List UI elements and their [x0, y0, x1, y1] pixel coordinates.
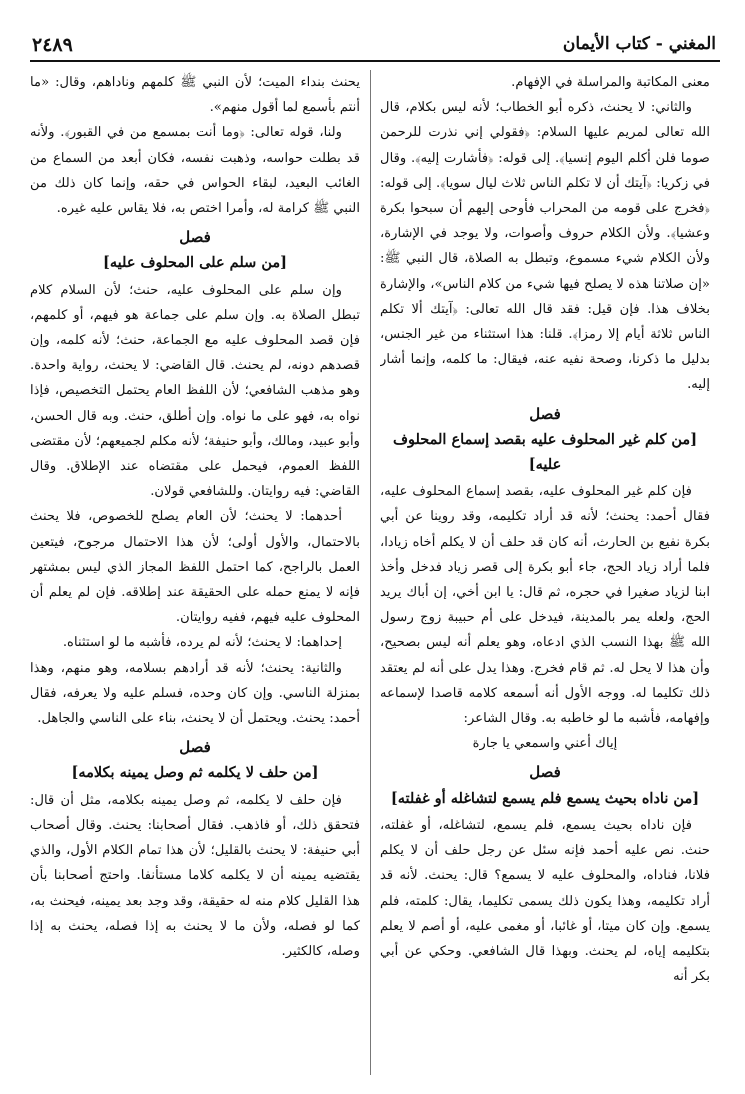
paragraph: والثاني: لا يحنث، ذكره أبو الخطاب؛ لأنه ليس بكلام، قال الله تعالى لمريم عليها السلام: ﴿فقولي إني نذرت للرحمن صوما فلن أكلم اليوم إنسيا﴾. إلى قوله: ﴿فأشارت إليه﴾. وقال في زكريا: ﴿آيتك أن لا تكلم الناس ثلاث ليال سويا﴾. إلى قوله: ﴿فخرج على قومه من المحراب فأوحى إليهم أن سبحوا بكرة وعشيا﴾. ولأن الكلام حروف وأصوات، ولا يوجد في الإشارة، ولأن الكلام شيء مسموع، وتبطل به الصلاة، قال النبي ﷺ: «إن صلاتنا هذه لا يصلح فيها شيء من كلام الناس»، والإشارة بخلاف هذا. فإن قيل: فقد قال الله تعالى: ﴿آيتك ألا تكلم الناس ثلاثة أيام إلا رمزا﴾. قلنا: هذا استثناء من غير الجنس، بدليل ما ذكرنا، وصحة نفيه عنه، فيقال: ما كلمه، وإنما أشار إليه.: [380, 100, 710, 393]
section-label: فصل: [179, 738, 211, 757]
paragraph: إحداهما: لا يحنث؛ لأنه لم يرده، فأشبه ما لو استثناه.: [62, 635, 342, 651]
paragraph: فإن ناداه بحيث يسمع، فلم يسمع، لتشاغله، أو غفلته، حنث. نص عليه أحمد فإنه سئل عن رجل حلف أن لا يكلم فلانا، فناداه، والمحلوف عليه لا يسمع؟ قال: يحنث. لأنه قد أراد تكليمه، وهذا يكون ذلك يسمى تكليما، يقال: كلمته، فلم يسمع. وإن كان ميتا، أو غائبا، أو مغمى عليه، أو أصم لا يعلم بتكليمه إياه، لم يحنث. وبهذا قال الشافعي. وحكي عن أبي بكر أنه: [380, 817, 710, 985]
section-heading: [من حلف لا يكلمه ثم وصل يمينه بكلامه]: [71, 764, 319, 782]
page-number: ٢٤٨٩: [32, 34, 73, 56]
paragraph: معنى المكاتبة والمراسلة في الإفهام.: [511, 75, 710, 90]
paragraph: يحنث بنداء الميت؛ لأن النبي ﷺ كلمهم وناداهم، وقال: «ما أنتم بأسمع لما أقول منهم».: [30, 75, 360, 116]
column-divider: [370, 70, 371, 1075]
verse-line: إياك أعني واسمعي يا جارة: [472, 736, 618, 752]
page-header: [30, 30, 720, 62]
section-label: فصل: [529, 404, 561, 423]
running-title: المغني - كتاب الأيمان: [562, 34, 716, 54]
paragraph: فإن كلم غير المحلوف عليه، بقصد إسماع المحلوف عليه، فقال أحمد: يحنث؛ لأنه قد أراد تكليمه، وقد روينا عن أبي بكرة نفيع بن الحارث، أنه كان قد حلف أن لا يكلم أخاه زيادا، فلما أراد زياد الحج، جاء أبو بكرة إلى قصر زياد فدخل وأخذ ابنا لزياد صغيرا في حجره، ثم قال: يا ابن أخي، إن أباك يريد الحج، ولعله يمر بالمدينة، فيدخل على أم حبيبة زوج رسول الله ﷺ بهذا النسب الذي ادعاه، وهو يعلم أنه ليس بصحيح، وأن هذا لا يحل له. ثم قام فخرج. وهذا يدل على أنه لم يعتقد ذلك تكليما له. ووجه الأول أنه أسمعه كلامه قاصدا لإسماعه وإفهامه، فأشبه ما لو خاطبه به. وقال الشاعر:: [380, 484, 710, 727]
paragraph: أحدهما: لا يحنث؛ لأن العام يصلح للخصوص، فلا يحنث بالاحتمال، والأول أولى؛ لأن هذا الاحتمال مرجوح، فيتعين العمل بالراجح، كما احتمل اللفظ المجاز الذي ليس بمشتهر فإنه لا يمنع حمله على الحقيقة عند إطلاقه. فإن لم يعلم أن المحلوف عليه فيهم، ففيه روايتان.: [30, 509, 360, 626]
paragraph: وإن سلم على المحلوف عليه، حنث؛ لأن السلام كلام تبطل الصلاة به. وإن سلم على جماعة هو فيهم، أو كلمهم، فإن قصد المحلوف عليه مع الجماعة، حنث؛ لأنه كلمه، وإن قصدهم دونه، لم يحنث. قال القاضي: لا يحنث، رواية واحدة. وهو مذهب الشافعي؛ لأن اللفظ العام يحتمل التخصيص، فإذا نواه به، فهو على ما نواه. وإن أطلق، حنث. وبه قال الحسن، وأبو عبيد، ومالك، وأبو حنيفة؛ لأنه مكلم لجميعهم؛ لأن مقتضى اللفظ العموم، فيحمل على مقتضاه عند الإطلاق. وقال القاضي: فيه روايتان. وللشافعي قولان.: [30, 282, 360, 500]
paragraph: فإن حلف لا يكلمه، ثم وصل يمينه بكلامه، مثل أن قال: فتحقق ذلك، أو فاذهب. فقال أصحابنا: يحنث. وقال أصحاب أبي حنيفة: لا يحنث بالقليل؛ لأن هذا تمام الكلام الأول، والذي يقتضيه يمينه أن لا يكلمه كلاما مستأنفا. واحتج أصحابنا بأن هذا القليل كلام منه له حقيقة، وقد وجد بعد يمينه، فيحنث به، كما لو فصله، ولأن ما لا يحنث به إذا فصله، يحنث به إذا وصله، كالكثير.: [30, 792, 360, 959]
right-text-column: [380, 70, 710, 1075]
section-heading: [من ناداه بحيث يسمع فلم يسمع لتشاغله أو غفلته]: [390, 789, 700, 807]
section-heading: [من سلم على المحلوف عليه]: [103, 254, 287, 272]
section-label: فصل: [529, 763, 561, 782]
paragraph: ولنا، قوله تعالى: ﴿وما أنت بمسمع من في القبور﴾. ولأنه قد بطلت حواسه، وذهبت نفسه، فكان أبعد من السماع من الغائب البعيد، لبقاء الحواس في حقه، وإنما كان ذلك من النبي ﷺ كرامة له، وأمرا اختص به، فلا يقاس عليه غيره.: [30, 125, 360, 217]
section-heading: [من كلم غير المحلوف عليه بقصد إسماع المحلوف عليه]: [392, 430, 698, 474]
section-label: فصل: [179, 228, 211, 247]
left-text-column: [30, 70, 360, 1075]
paragraph: والثانية: يحنث؛ لأنه قد أرادهم بسلامه، وهو منهم، وهذا بمنزلة الناسي. وإن كان وحده، فسلم عليه ولا يعرفه، فقال أحمد: يحنث. ويحتمل أن لا يحنث، بناء على الناسي والجاهل.: [30, 660, 360, 727]
